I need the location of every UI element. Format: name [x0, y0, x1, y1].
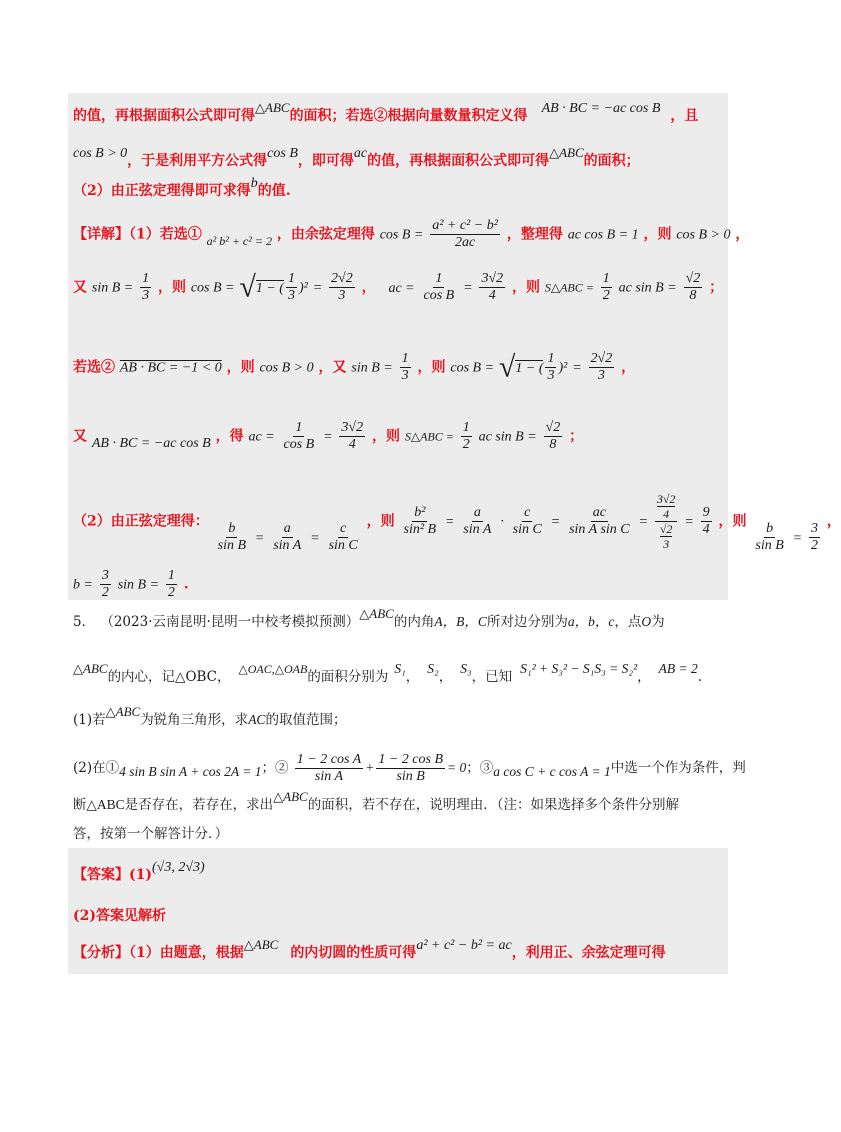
denominator: sin C: [512, 522, 542, 537]
text: ；: [569, 428, 584, 445]
math-vector-definition: AB · BC = −ac cos B: [91, 435, 211, 451]
math-s2: S₂: [427, 661, 439, 676]
fraction-one-third: [400, 351, 411, 384]
text: (2)在①: [73, 760, 120, 776]
text: （2）由正弦定理得：: [73, 513, 209, 530]
math-ac: ac: [353, 146, 368, 161]
numerator: 1: [462, 420, 470, 435]
equals: =: [444, 514, 455, 530]
fraction-9-over-4: [701, 505, 712, 538]
text: 的值，再根据面积公式即可得: [367, 153, 550, 169]
numerator: 3: [101, 568, 109, 583]
text: ，得: [215, 428, 244, 445]
denominator: sin B: [217, 538, 247, 553]
denominator: sin B: [396, 769, 425, 784]
equals: =: [638, 514, 648, 530]
denominator: 2: [167, 585, 175, 600]
answer-line-2: [73, 907, 166, 925]
text: 为: [651, 614, 665, 630]
text: ，: [621, 359, 636, 376]
numerator: 1 − 2 cos B: [378, 752, 443, 767]
text: ，利用正、余弦定理可得: [511, 945, 666, 961]
math-area-relation: S₁² + S₃² − S₁S₃ = S₂²: [520, 661, 638, 676]
fraction-c-over-sinc: [327, 521, 360, 554]
text: 的值.: [257, 183, 291, 199]
text: ，则: [366, 513, 395, 530]
math-vector-dot: AB · BC = −1 < 0: [119, 360, 222, 376]
triangle-abc: △ABC: [86, 797, 125, 812]
fraction-one-third: [545, 351, 556, 384]
denominator: 4: [348, 437, 356, 452]
analysis-label: 【分析】（1）由题意，根据: [73, 945, 244, 961]
triangle-abc: △ABC: [273, 789, 308, 804]
triangle-abc: △ABC: [359, 606, 394, 621]
condition-1: 4 sin B sin A + cos 2A = 1: [119, 764, 262, 779]
triangle-abc: △ABC: [549, 145, 584, 160]
detail-line-1: [73, 218, 749, 251]
text: ，则: [718, 513, 747, 530]
text: ，则: [512, 279, 540, 296]
detail-line-3: [73, 351, 635, 384]
fraction-2rt2-over-3: [329, 271, 355, 304]
numerator: 3: [810, 521, 818, 536]
numerator: √2: [545, 420, 561, 435]
math-sqrt-body: 1 − (: [515, 360, 544, 376]
numerator: 3√2: [481, 271, 504, 286]
math-sides: a，b，c: [567, 614, 615, 629]
numerator: 2√2: [331, 271, 353, 286]
numerator: a² + c² − b²: [432, 218, 498, 233]
text: ，: [826, 513, 841, 530]
equals: =: [684, 514, 694, 530]
math-vector-dot: AB · BC = −ac cos B: [541, 101, 661, 116]
denominator: cos B: [423, 288, 455, 303]
fraction-cosine-law: [430, 218, 500, 251]
math-cosb: cos B: [267, 146, 298, 161]
numerator: a: [283, 521, 291, 536]
text: 的值，再根据面积公式即可得: [73, 108, 255, 124]
condition-1: a² b² + c² = 2: [206, 233, 272, 248]
text: （2）由正弦定理得即可求得: [73, 183, 251, 199]
numerator: a: [473, 505, 481, 520]
text: ，点: [614, 614, 642, 630]
fraction-b-over-sinb: [753, 521, 785, 554]
math-ac-sinb: ac sin B =: [618, 280, 677, 296]
denominator: 2ac: [454, 235, 476, 250]
text: ；②: [261, 760, 289, 776]
numerator: 1: [435, 271, 443, 286]
detail-line-4: [73, 420, 583, 453]
text: 为锐角三角形，求: [140, 712, 249, 728]
text: 又: [73, 279, 87, 296]
denominator: 3: [597, 368, 605, 383]
fraction-rt2-over-8: [544, 420, 563, 453]
math-sqrt-close: )²: [298, 280, 308, 296]
detail-line-2: [73, 271, 723, 304]
denominator: 8: [549, 437, 557, 452]
equals-zero: = 0: [447, 760, 467, 775]
fraction-cosb: [376, 752, 445, 785]
denominator: 2: [602, 288, 610, 303]
text: ，则: [226, 359, 255, 376]
numerator: 1: [287, 271, 295, 286]
problem-5-line-6: [73, 825, 228, 843]
plus: +: [365, 760, 375, 775]
triangle-abc: △ABC: [73, 661, 108, 676]
triangle-abc: △ABC: [255, 100, 290, 115]
denominator: 8: [689, 288, 697, 303]
denominator: sin C: [328, 538, 358, 553]
fraction-ac-over-sinasinc: [567, 505, 632, 538]
math-sqrt-body: 1 − (: [255, 280, 284, 296]
math-equation: a² + c² − b² = ac: [416, 938, 512, 953]
numerator: √2: [685, 271, 701, 286]
detail-label: 【详解】（1）若选①: [73, 226, 202, 243]
math-s3: S₃: [460, 661, 472, 676]
text: 的内角: [393, 614, 435, 630]
math-cosb-eq: cos B =: [190, 280, 235, 296]
math-cosb-eq: cos B =: [379, 227, 424, 243]
numerator: [655, 492, 678, 522]
text: ，又: [318, 359, 347, 376]
denominator: sin A: [463, 522, 492, 537]
fraction-b-over-sinb: [216, 521, 248, 554]
denominator: 2: [810, 538, 818, 553]
fraction-cosa: [295, 752, 363, 785]
text: ，即可得: [297, 153, 354, 169]
fraction-2rt2-over-3: [589, 351, 615, 384]
math-point-o: O: [641, 614, 652, 629]
fraction-1-over-cosb: [282, 420, 317, 453]
analysis-line-1: [73, 100, 699, 126]
fraction-1-over-cosb: [422, 271, 457, 304]
math-sinb-eq: sin B =: [351, 360, 393, 376]
math-vertices: A，B，C: [434, 614, 487, 629]
denominator: 3: [547, 368, 555, 383]
text: 是否存在，若存在，求出: [124, 797, 274, 813]
answer-label: 【答案】(1): [73, 867, 152, 883]
numerator: c: [340, 521, 347, 536]
math-cosb-positive: cos B > 0: [73, 146, 128, 161]
text: 的面积；: [583, 153, 640, 169]
math-triangles: △OAC,△OAB: [238, 662, 308, 676]
text: 答，按第一个解答计分．）: [73, 826, 229, 842]
problem-source: （2023·云南昆明·昆明一中校考模拟预测）: [107, 614, 360, 630]
text: 断: [73, 797, 87, 813]
denominator: 3: [338, 288, 346, 303]
numerator: 3√2: [341, 420, 364, 435]
fraction-a-over-sina: [271, 521, 303, 554]
answer-line-1: [73, 860, 205, 885]
text: ，则: [417, 359, 446, 376]
problem-5-part-2: [73, 752, 746, 785]
dot: ·: [500, 514, 504, 530]
text: ；: [709, 279, 724, 296]
text: ，则: [371, 428, 400, 445]
numerator: 9: [702, 505, 710, 520]
fraction-3-over-2: [100, 568, 111, 601]
numerator: b: [766, 521, 774, 536]
text: 的内心，记△OBC，: [107, 669, 231, 685]
denominator: 3: [142, 288, 150, 303]
math-area-label: S△ABC =: [544, 280, 594, 295]
numerator: ac: [592, 505, 606, 520]
math-cosb-positive: cos B > 0: [259, 360, 314, 376]
numerator: b: [228, 521, 236, 536]
math-ac: AC: [248, 712, 266, 727]
math-sinb-eq: sin B =: [91, 280, 134, 296]
detail-line-5: [73, 492, 841, 551]
text: ，整理得: [506, 226, 563, 243]
equals: =: [463, 280, 473, 296]
math-ac-cosb: ac cos B = 1: [567, 227, 639, 243]
math-ab-eq: AB = 2: [658, 661, 698, 676]
denominator: 2: [462, 437, 470, 452]
text: 若选②: [73, 359, 115, 376]
text: ，则: [157, 279, 186, 296]
denominator: sin A: [273, 538, 302, 553]
detail-line-6: [73, 568, 189, 601]
numerator: 1: [547, 351, 555, 366]
problem-5-part-1: [73, 704, 347, 729]
text: 的面积，若不存在，说明理由．（注：如果选择多个条件分别解: [307, 797, 679, 813]
triangle-abc: △ABC: [105, 704, 141, 719]
math-ac-eq: ac =: [388, 280, 415, 296]
denominator: sin A sin C: [569, 522, 630, 537]
denominator: sin² B: [403, 522, 437, 537]
fraction-b2-over-sin2b: [402, 505, 439, 538]
text: ，由余弦定理得: [276, 226, 375, 243]
denominator: sin A: [314, 769, 344, 784]
text: ，: [361, 279, 376, 296]
fraction-one-half: [601, 271, 612, 304]
equals: =: [572, 360, 582, 376]
math-ac-sinb: ac sin B =: [478, 429, 537, 445]
denominator: cos B: [283, 437, 315, 452]
text: ；③: [466, 760, 494, 776]
problem-5-line-5: [73, 789, 679, 814]
analysis-line-2: [73, 145, 640, 171]
denominator: 3: [401, 368, 409, 383]
fraction-rt2-over-8: [684, 271, 703, 304]
text: 的面积分别为: [307, 669, 389, 685]
math-sqrt-close: )²: [558, 360, 568, 376]
text: 的面积；若选②根据向量数量积定义得: [289, 108, 528, 124]
text: 中选一个作为条件，判: [610, 760, 746, 776]
problem-5-line-1: [73, 606, 665, 631]
sqrt-sign: √: [239, 270, 256, 304]
inner-num: 3√2: [656, 492, 676, 506]
math-area-label: S△ABC =: [404, 429, 454, 444]
fraction-one-half: [461, 420, 472, 453]
fraction-c-over-sinc: [511, 505, 544, 538]
fraction-3rt2-over-4: [479, 271, 505, 304]
numerator: 1 − 2 cos A: [296, 752, 362, 767]
text: 所对边分别为: [486, 614, 568, 630]
denominator: 2: [101, 585, 109, 600]
equals: =: [323, 429, 333, 445]
equals: =: [792, 530, 803, 546]
triangle-abc: △ABC: [243, 937, 279, 952]
math-sinb-eq: sin B =: [117, 577, 160, 593]
text: ，: [735, 226, 750, 243]
numerator: c: [524, 505, 531, 520]
fraction-one-third: [140, 271, 151, 304]
math-cosb-positive: cos B > 0: [676, 227, 731, 243]
equals: =: [312, 280, 323, 296]
equals: =: [310, 530, 320, 546]
text: (1)若: [73, 712, 106, 728]
denominator: [658, 522, 675, 551]
analysis-line-3: [73, 176, 291, 201]
fraction-compound: [655, 492, 678, 551]
inner-num: √2: [659, 522, 673, 536]
math-ac-eq: ac =: [248, 429, 275, 445]
numerator: b²: [414, 505, 426, 520]
fraction-a-over-sina: [461, 505, 493, 538]
text: ，于是利用平方公式得: [127, 153, 268, 169]
numerator: 1: [167, 568, 175, 583]
inner-den: 4: [663, 507, 670, 521]
text: ，且: [670, 108, 699, 124]
numerator: 1: [295, 420, 303, 435]
denominator: 4: [702, 522, 710, 537]
condition-3: a cos C + c cos A = 1: [493, 764, 611, 779]
math-b: b: [250, 176, 258, 191]
numerator: 1: [602, 271, 610, 286]
text: ，则: [643, 226, 672, 243]
inner-den: 3: [663, 537, 670, 551]
fraction-one-third: [286, 271, 297, 304]
equals: =: [254, 530, 265, 546]
problem-number: 5．: [73, 614, 96, 630]
numerator: 2√2: [590, 351, 613, 366]
analysis-line: [73, 937, 666, 963]
math-b-eq: b =: [73, 577, 93, 593]
sqrt-sign: √: [498, 350, 516, 384]
numerator: 1: [401, 351, 409, 366]
fraction-one-half: [166, 568, 177, 601]
fraction-3rt2-over-4: [339, 420, 365, 453]
denominator: sin B: [755, 538, 784, 553]
text: 的取值范围；: [265, 712, 347, 728]
text: ，已知: [471, 669, 513, 685]
math-s1: S₁: [394, 661, 406, 676]
denominator: 3: [287, 288, 295, 303]
fraction-3-over-2: [809, 521, 820, 554]
text: .: [183, 576, 189, 593]
denominator: 4: [488, 288, 496, 303]
text: 又: [73, 428, 87, 445]
text: (2)答案见解析: [73, 908, 166, 924]
problem-5-line-2: △ABC的内心，记△OBC， △OAC,△OAB的面积分别为S₁，S₂，S₃，已知S₁² + S₃² − S₁S₃ = S₂²，AB = 2.: [73, 661, 703, 685]
text: 的内切圆的性质可得: [290, 945, 417, 961]
math-interval: (√3, 2√3): [152, 860, 205, 875]
numerator: 1: [142, 271, 150, 286]
equals: =: [550, 514, 561, 530]
math-cosb-eq: cos B =: [450, 360, 495, 376]
